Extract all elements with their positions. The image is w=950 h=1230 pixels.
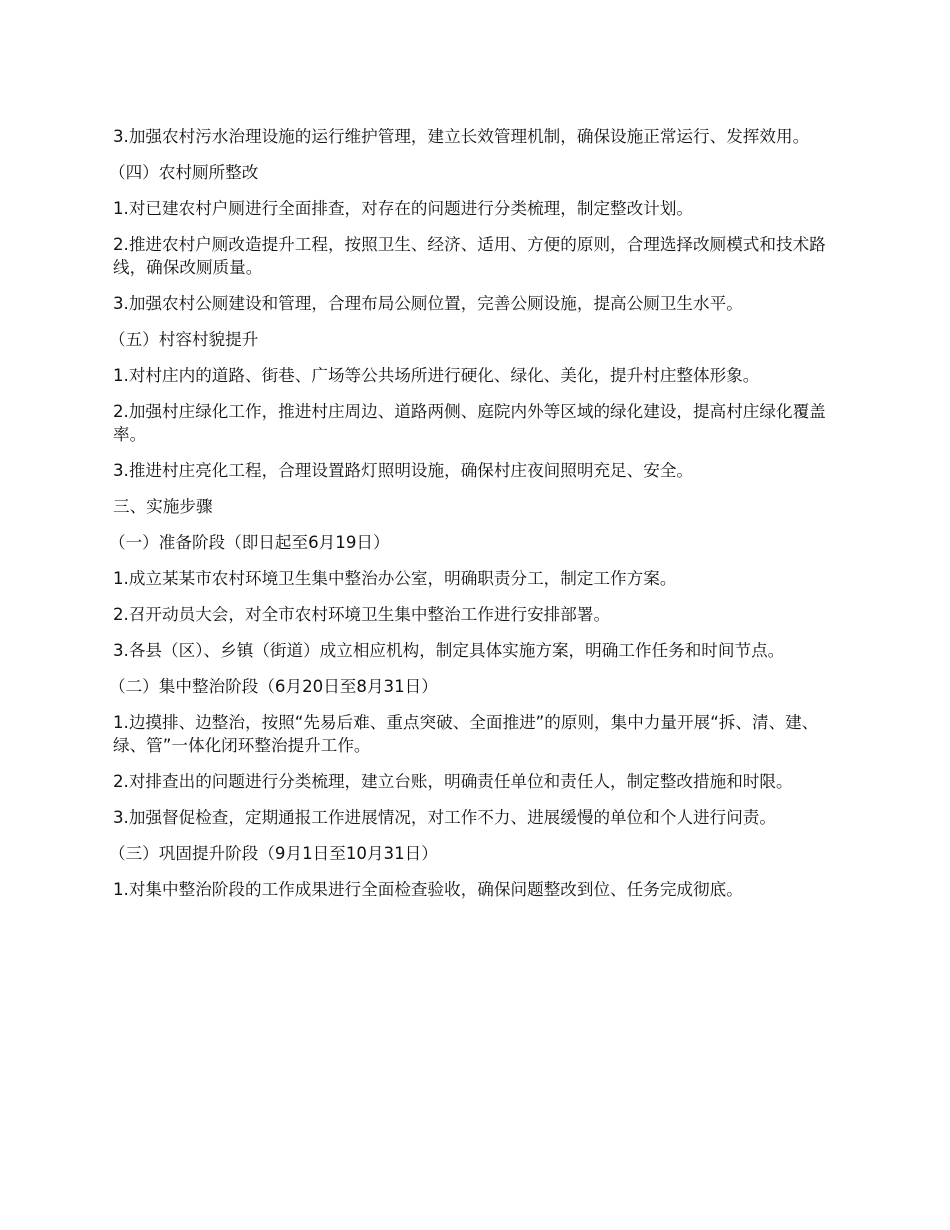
section-heading: 三、实施步骤 — [113, 497, 213, 516]
paragraph: 1.对村庄内的道路、街巷、广场等公共场所进行硬化、绿化、美化，提升村庄整体形象。 — [113, 366, 760, 385]
subsection-heading: （三）巩固提升阶段（9月1日至10月31日） — [109, 844, 438, 863]
paragraph: 2.召开动员大会，对全市农村环境卫生集中整治工作进行安排部署。 — [113, 605, 611, 624]
paragraph: 3.加强农村污水治理设施的运行维护管理，建立长效管理机制，确保设施正常运行、发挥效用。 — [113, 127, 810, 146]
subsection-heading: （四）农村厕所整改 — [109, 163, 259, 182]
paragraph: 1.成立某某市农村环境卫生集中整治办公室，明确职责分工，制定工作方案。 — [113, 569, 677, 588]
subsection-heading: （二）集中整治阶段（6月20日至8月31日） — [109, 677, 438, 696]
document-page — [109, 125, 846, 914]
paragraph: 3.加强督促检查，定期通报工作进展情况，对工作不力、进展缓慢的单位和个人进行问责。 — [113, 808, 776, 827]
paragraph: 3.推进村庄亮化工程，合理设置路灯照明设施，确保村庄夜间照明充足、安全。 — [113, 461, 694, 480]
paragraph: 2.推进农村户厕改造提升工程，按照卫生、经济、适用、方便的原则，合理选择改厕模式和技术路线，确保改厕质量。 — [113, 235, 826, 277]
subsection-heading: （五）村容村貌提升 — [109, 330, 259, 349]
paragraph: 1.对已建农村户厕进行全面排查，对存在的问题进行分类梳理，制定整改计划。 — [113, 199, 694, 218]
paragraph: 3.加强农村公厕建设和管理，合理布局公厕位置，完善公厕设施，提高公厕卫生水平。 — [113, 294, 743, 313]
paragraph: 1.边摸排、边整治，按照“先易后难、重点突破、全面推进”的原则，集中力量开展“拆、清、建、绿、管”一体化闭环整治提升工作。 — [113, 713, 819, 755]
paragraph: 3.各县（区）、乡镇（街道）成立相应机构，制定具体实施方案，明确工作任务和时间节点。 — [113, 641, 785, 660]
paragraph: 2.加强村庄绿化工作，推进村庄周边、道路两侧、庭院内外等区域的绿化建设，提高村庄绿化覆盖率。 — [113, 402, 826, 444]
subsection-heading: （一）准备阶段（即日起至6月19日） — [109, 533, 390, 552]
paragraph: 1.对集中整治阶段的工作成果进行全面检查验收，确保问题整改到位、任务完成彻底。 — [113, 880, 743, 899]
paragraph: 2.对排查出的问题进行分类梳理，建立台账，明确责任单位和责任人，制定整改措施和时限。 — [113, 772, 793, 791]
